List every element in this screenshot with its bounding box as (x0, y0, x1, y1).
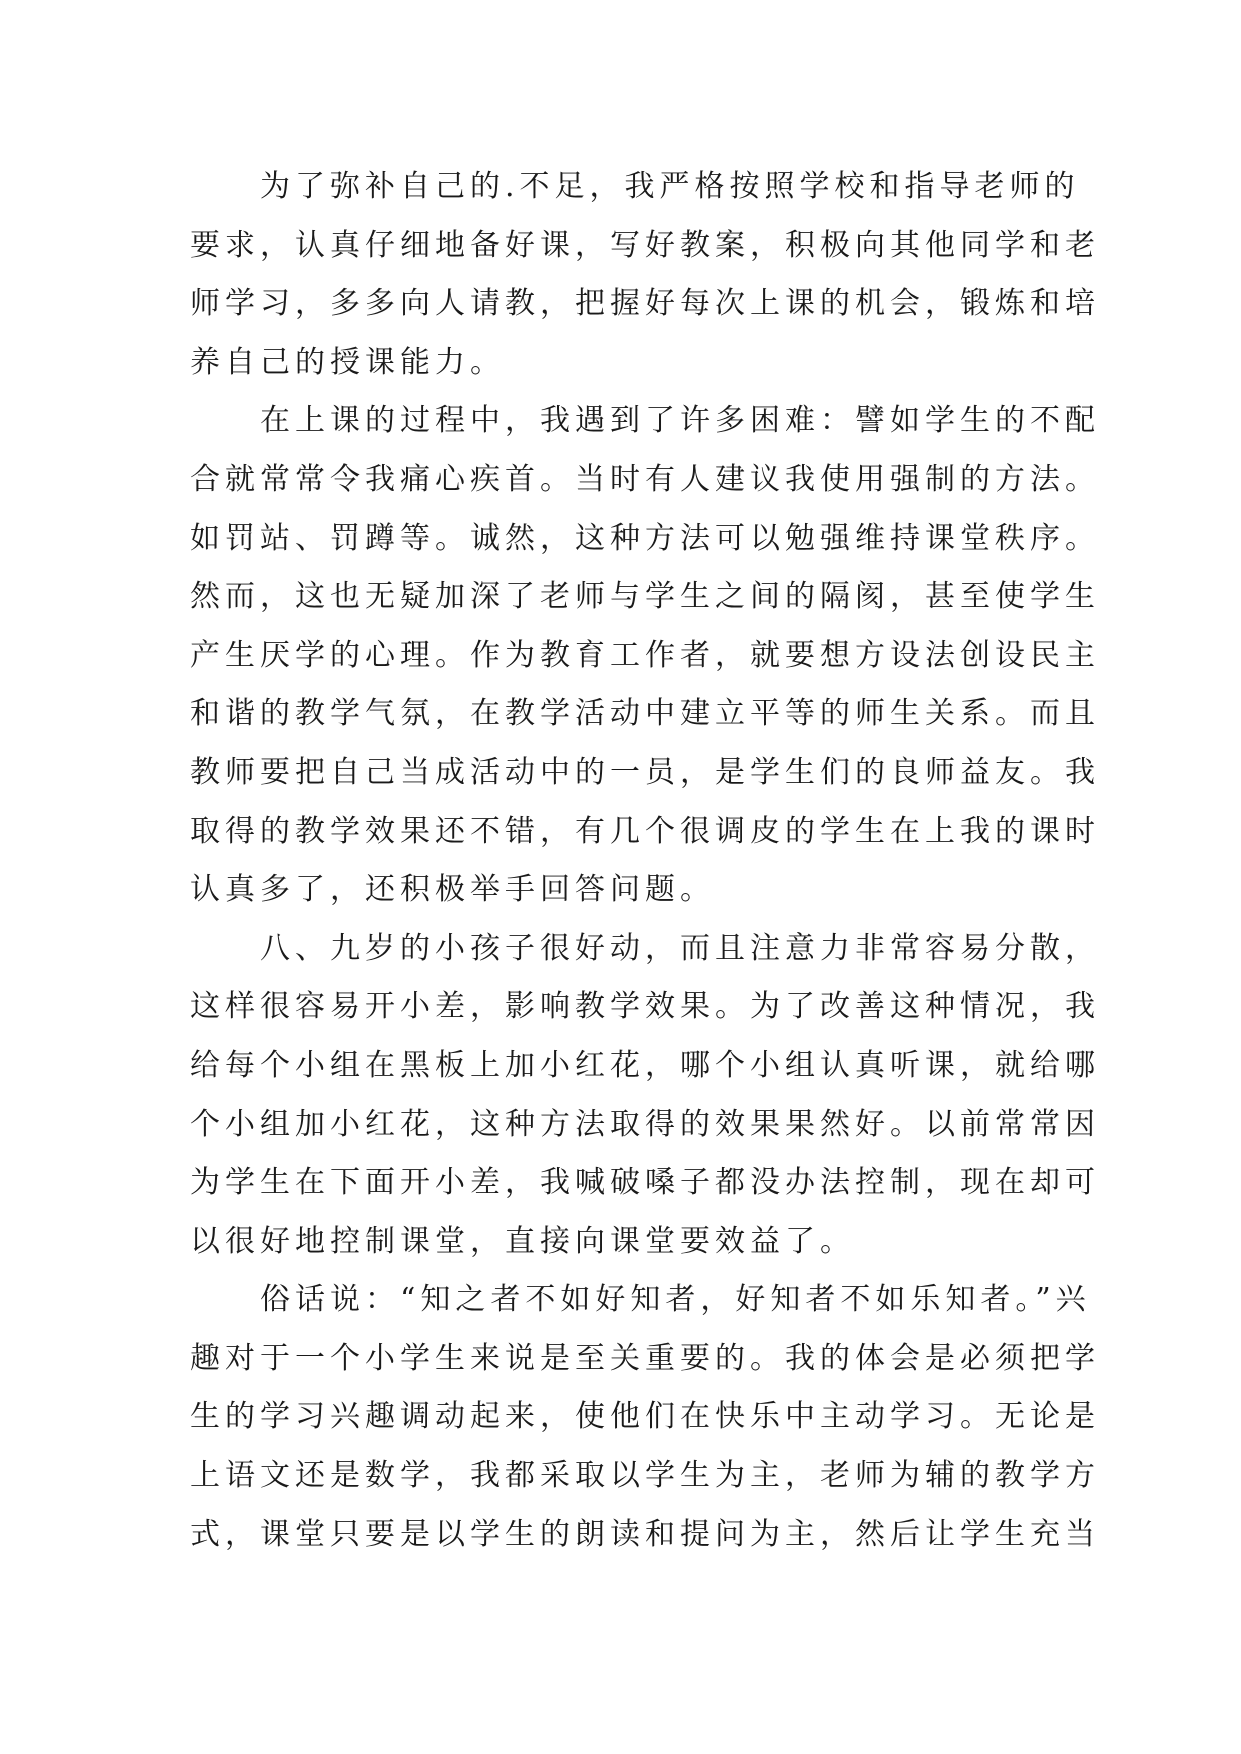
text-line: 生的学习兴趣调动起来，使他们在快乐中主动学习。无论是 (190, 1399, 1100, 1435)
text-line: 上语文还是数学，我都采取以学生为主，老师为辅的教学方 (190, 1458, 1100, 1494)
text-line: 八、九岁的小孩子很好动，而且注意力非常容易分散， (190, 930, 1100, 966)
text-line: 趣对于一个小学生来说是至关重要的。我的体会是必须把学 (190, 1340, 1100, 1376)
text-line: 如罚站、罚蹲等。诚然，这种方法可以勉强维持课堂秩序。 (190, 520, 1100, 556)
text-line: 取得的教学效果还不错，有几个很调皮的学生在上我的课时 (190, 813, 1100, 849)
text-line: 然而，这也无疑加深了老师与学生之间的隔阂，甚至使学生 (190, 579, 1100, 615)
text-line: 教师要把自己当成活动中的一员，是学生们的良师益友。我 (190, 754, 1100, 790)
paragraph (190, 920, 1100, 1272)
text-line: 为了弥补自己的.不足，我严格按照学校和指导老师的 (190, 169, 1080, 204)
text-line: 师学习，多多向人请教，把握好每次上课的机会，锻炼和培 (190, 286, 1100, 322)
body-text (190, 158, 1100, 1564)
paragraph (190, 392, 1100, 919)
text-line: 在上课的过程中，我遇到了许多困难：譬如学生的不配 (190, 403, 1100, 439)
text-line: 认真多了，还积极举手回答问题。 (190, 872, 715, 908)
text-line: 要求，认真仔细地备好课，写好教案，积极向其他同学和老 (190, 227, 1100, 263)
text-line: 俗话说：“知之者不如好知者，好知者不如乐知者。”兴 (190, 1282, 1091, 1318)
paragraph (190, 158, 1100, 392)
text-line: 和谐的教学气氛，在教学活动中建立平等的师生关系。而且 (190, 696, 1100, 732)
text-line: 这样很容易开小差，影响教学效果。为了改善这种情况，我 (190, 989, 1100, 1025)
text-line: 个小组加小红花，这种方法取得的效果果然好。以前常常因 (190, 1106, 1100, 1142)
paragraph (190, 1271, 1100, 1564)
text-line: 合就常常令我痛心疾首。当时有人建议我使用强制的方法。 (190, 461, 1100, 497)
text-line: 养自己的授课能力。 (190, 344, 505, 380)
text-line: 产生厌学的心理。作为教育工作者，就要想方设法创设民主 (190, 637, 1100, 673)
text-line: 以很好地控制课堂，直接向课堂要效益了。 (190, 1223, 855, 1259)
text-line: 为学生在下面开小差，我喊破嗓子都没办法控制，现在却可 (190, 1165, 1100, 1201)
text-line: 式，课堂只要是以学生的朗读和提问为主，然后让学生充当 (190, 1516, 1100, 1552)
text-line: 给每个小组在黑板上加小红花，哪个小组认真听课，就给哪 (190, 1047, 1100, 1083)
